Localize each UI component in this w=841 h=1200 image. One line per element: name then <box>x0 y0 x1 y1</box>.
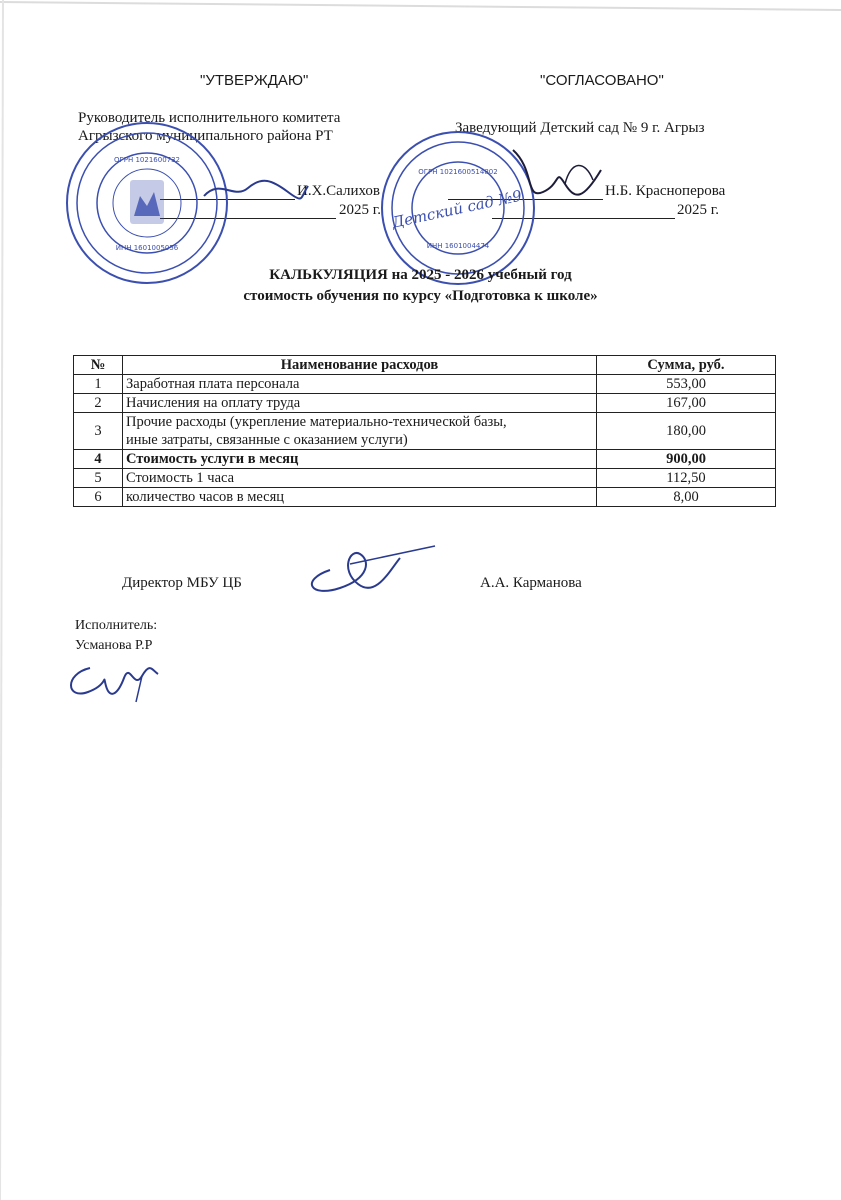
row-sum: 8,00 <box>597 488 776 507</box>
header-number: № <box>74 356 123 375</box>
row-number: 1 <box>74 375 123 394</box>
row-sum: 112,50 <box>597 469 776 488</box>
row-sum: 180,00 <box>597 413 776 450</box>
row-number: 3 <box>74 413 123 450</box>
table-row <box>74 413 776 450</box>
director-position: Директор МБУ ЦБ <box>122 575 242 591</box>
director-signature <box>290 540 440 600</box>
agree-signer: Н.Б. Красноперова <box>605 183 726 199</box>
agree-year: 2025 г. <box>677 202 719 218</box>
approve-position-line2: Агрызского муниципального района РТ <box>78 128 333 144</box>
row-name-line2: иные затраты, связанные с оказанием услуги) <box>126 432 408 448</box>
table-row <box>74 394 776 413</box>
agree-signature <box>505 140 605 210</box>
agree-position: Заведующий Детский сад № 9 г. Агрыз <box>455 120 705 136</box>
row-number: 6 <box>74 488 123 507</box>
calculation-table <box>73 355 776 507</box>
approve-position-line1: Руководитель исполнительного комитета <box>78 110 341 126</box>
agree-heading: "СОГЛАСОВАНО" <box>540 72 664 89</box>
left-stamp-ogrn: ОГРН 1021600732 <box>113 156 181 164</box>
table-row <box>74 488 776 507</box>
row-sum: 553,00 <box>597 375 776 394</box>
document-subtitle: стоимость обучения по курсу «Подготовка к школе» <box>243 288 598 304</box>
approve-year: 2025 г. <box>339 202 381 218</box>
row-name: Начисления на оплату труда <box>123 394 597 413</box>
row-sum: 900,00 <box>597 450 776 469</box>
row-name: Стоимость 1 часа <box>123 469 597 488</box>
header-name: Наименование расходов <box>123 356 597 375</box>
table-row <box>74 375 776 394</box>
executor-label: Исполнитель: <box>75 618 158 633</box>
right-stamp-text: Детский сад №9 <box>390 186 524 232</box>
table-row-total <box>74 450 776 469</box>
row-number: 2 <box>74 394 123 413</box>
row-name: Заработная плата персонала <box>123 375 597 394</box>
row-name: Стоимость услуги в месяц <box>123 450 597 469</box>
executor-signature <box>62 660 162 705</box>
approve-heading: "УТВЕРЖДАЮ" <box>200 72 309 89</box>
row-name: количество часов в месяц <box>123 488 597 507</box>
table-header-row <box>74 356 776 375</box>
row-number: 5 <box>74 469 123 488</box>
row-name <box>123 413 597 450</box>
left-stamp-inn: ИНН 1601005056 <box>115 244 179 252</box>
right-stamp-inn: ИНН 1601004474 <box>426 242 490 250</box>
right-stamp-ogrn: ОГРН 1021600514802 <box>418 168 498 176</box>
row-sum: 167,00 <box>597 394 776 413</box>
row-number: 4 <box>74 450 123 469</box>
document-title: КАЛЬКУЛЯЦИЯ на 2025 - 2026 учебный год <box>269 267 572 283</box>
director-name: А.А. Карманова <box>480 575 582 591</box>
approve-signer: И.Х.Салихов <box>297 183 380 199</box>
row-name-line1: Прочие расходы (укрепление материально-технической базы, <box>126 414 507 430</box>
executor-name: Усманова Р.Р <box>75 638 153 653</box>
table-row <box>74 469 776 488</box>
header-sum: Сумма, руб. <box>597 356 776 375</box>
approve-signature <box>200 170 310 210</box>
